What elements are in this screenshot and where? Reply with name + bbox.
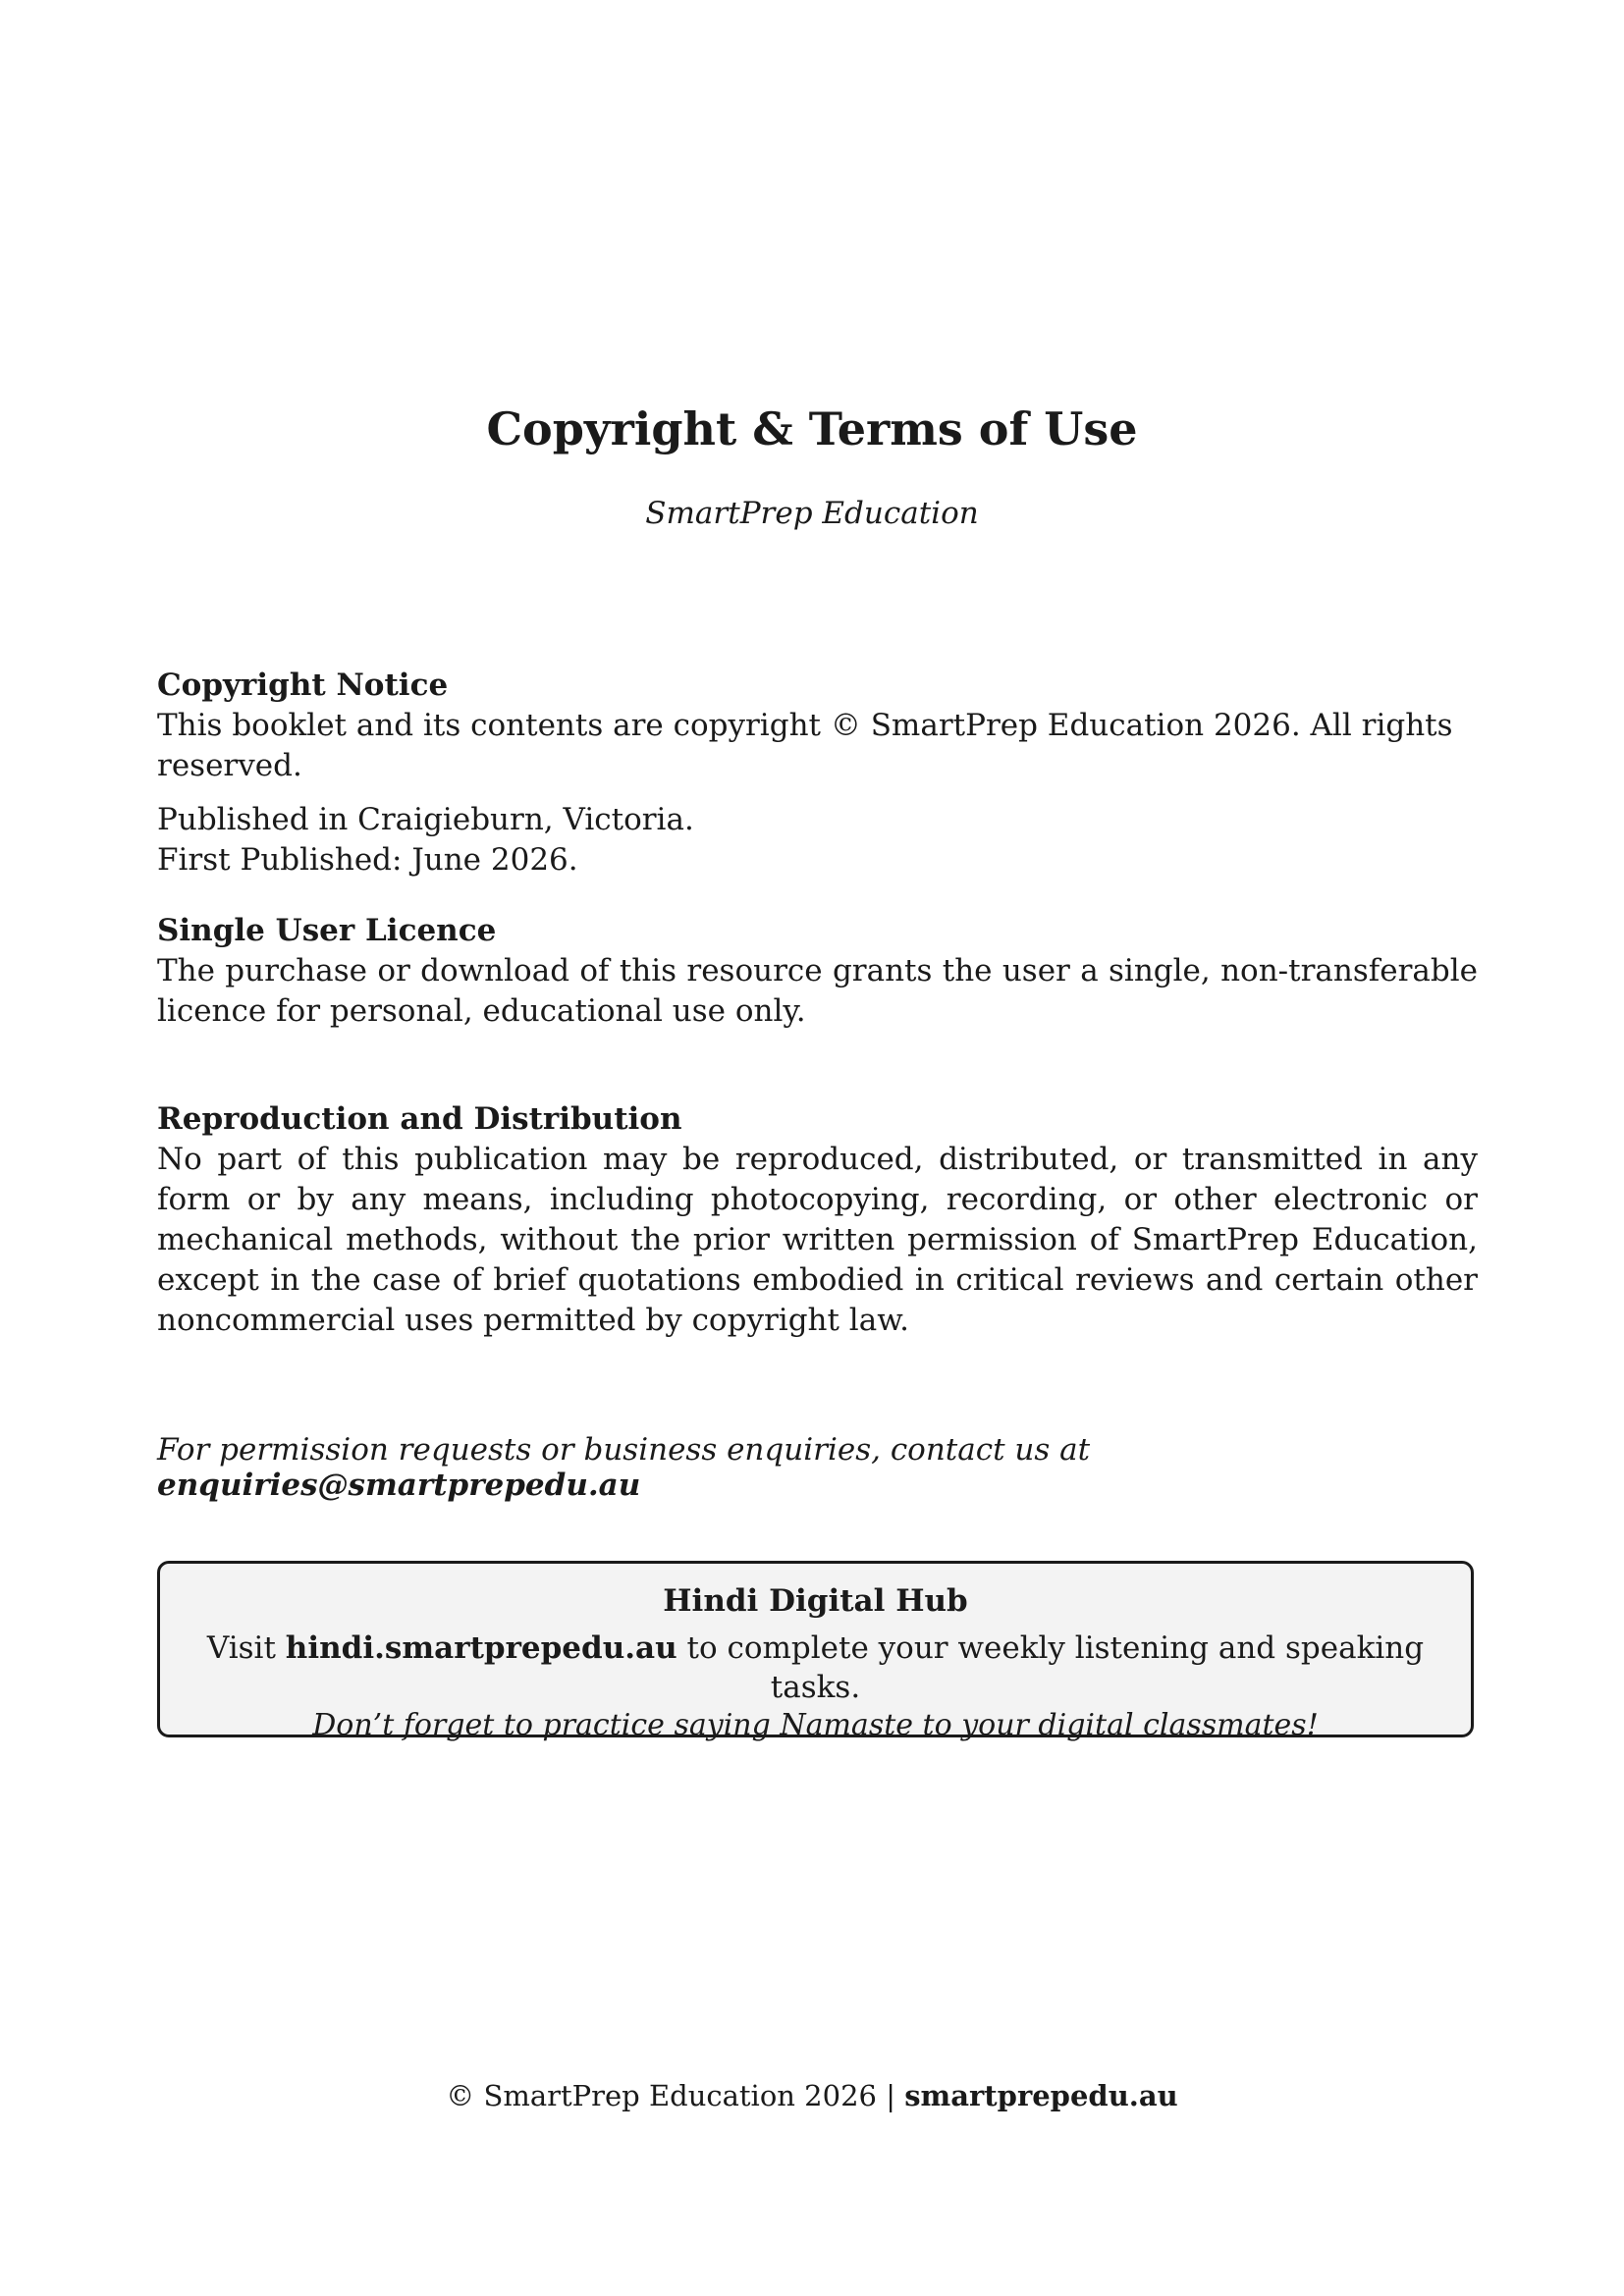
hub-note: Don’t forget to practice saying Namaste to your digital classmates! xyxy=(312,1708,1319,1742)
contact-line xyxy=(157,1432,1478,1503)
page-subtitle: SmartPrep Education xyxy=(645,496,979,531)
hub-visit-suffix: to complete your weekly listening and speaking tasks. xyxy=(677,1630,1425,1705)
published-location: Published in Craigieburn, Victoria. xyxy=(157,802,694,837)
contact-email-link[interactable]: enquiries@smartprepedu.au xyxy=(157,1468,641,1503)
footer-copyright: © SmartPrep Education 2026 | xyxy=(446,2079,905,2112)
page-footer xyxy=(0,2079,1624,2112)
page-title: Copyright & Terms of Use xyxy=(486,402,1138,455)
reproduction-section xyxy=(157,1099,1478,1341)
reproduction-heading: Reproduction and Distribution xyxy=(157,1101,682,1137)
single-user-licence-section xyxy=(157,911,1478,1032)
footer-website-link[interactable]: smartprepedu.au xyxy=(904,2079,1178,2112)
contact-text: For permission requests or business enquiries, contact us at xyxy=(157,1432,1091,1468)
reproduction-body: No part of this publication may be reproduced, distributed, or transmitted in any form or by any means, including photocopying, recording, or other electronic or mechanical methods, without the prior written permission of SmartPrep Education, except in the case of brief quotations embodied in critical reviews and certain other noncommercial uses permitted by copyright law. xyxy=(157,1142,1478,1338)
hindi-digital-hub-box xyxy=(157,1561,1474,1742)
hub-visit-line xyxy=(160,1629,1471,1707)
licence-body: The purchase or download of this resource grants the user a single, non-transferable licence for personal, educational use only. xyxy=(157,953,1478,1029)
first-published-date: First Published: June 2026. xyxy=(157,842,578,878)
copyright-notice-heading: Copyright Notice xyxy=(157,667,449,703)
hub-website-link[interactable]: hindi.smartprepedu.au xyxy=(285,1630,677,1666)
hub-visit-prefix: Visit xyxy=(206,1630,286,1666)
copyright-statement: This booklet and its contents are copyright © SmartPrep Education 2026. All rights reserved. xyxy=(157,708,1453,783)
copyright-notice-section xyxy=(157,666,1478,881)
licence-heading: Single User Licence xyxy=(157,913,497,948)
hub-title: Hindi Digital Hub xyxy=(663,1583,968,1619)
